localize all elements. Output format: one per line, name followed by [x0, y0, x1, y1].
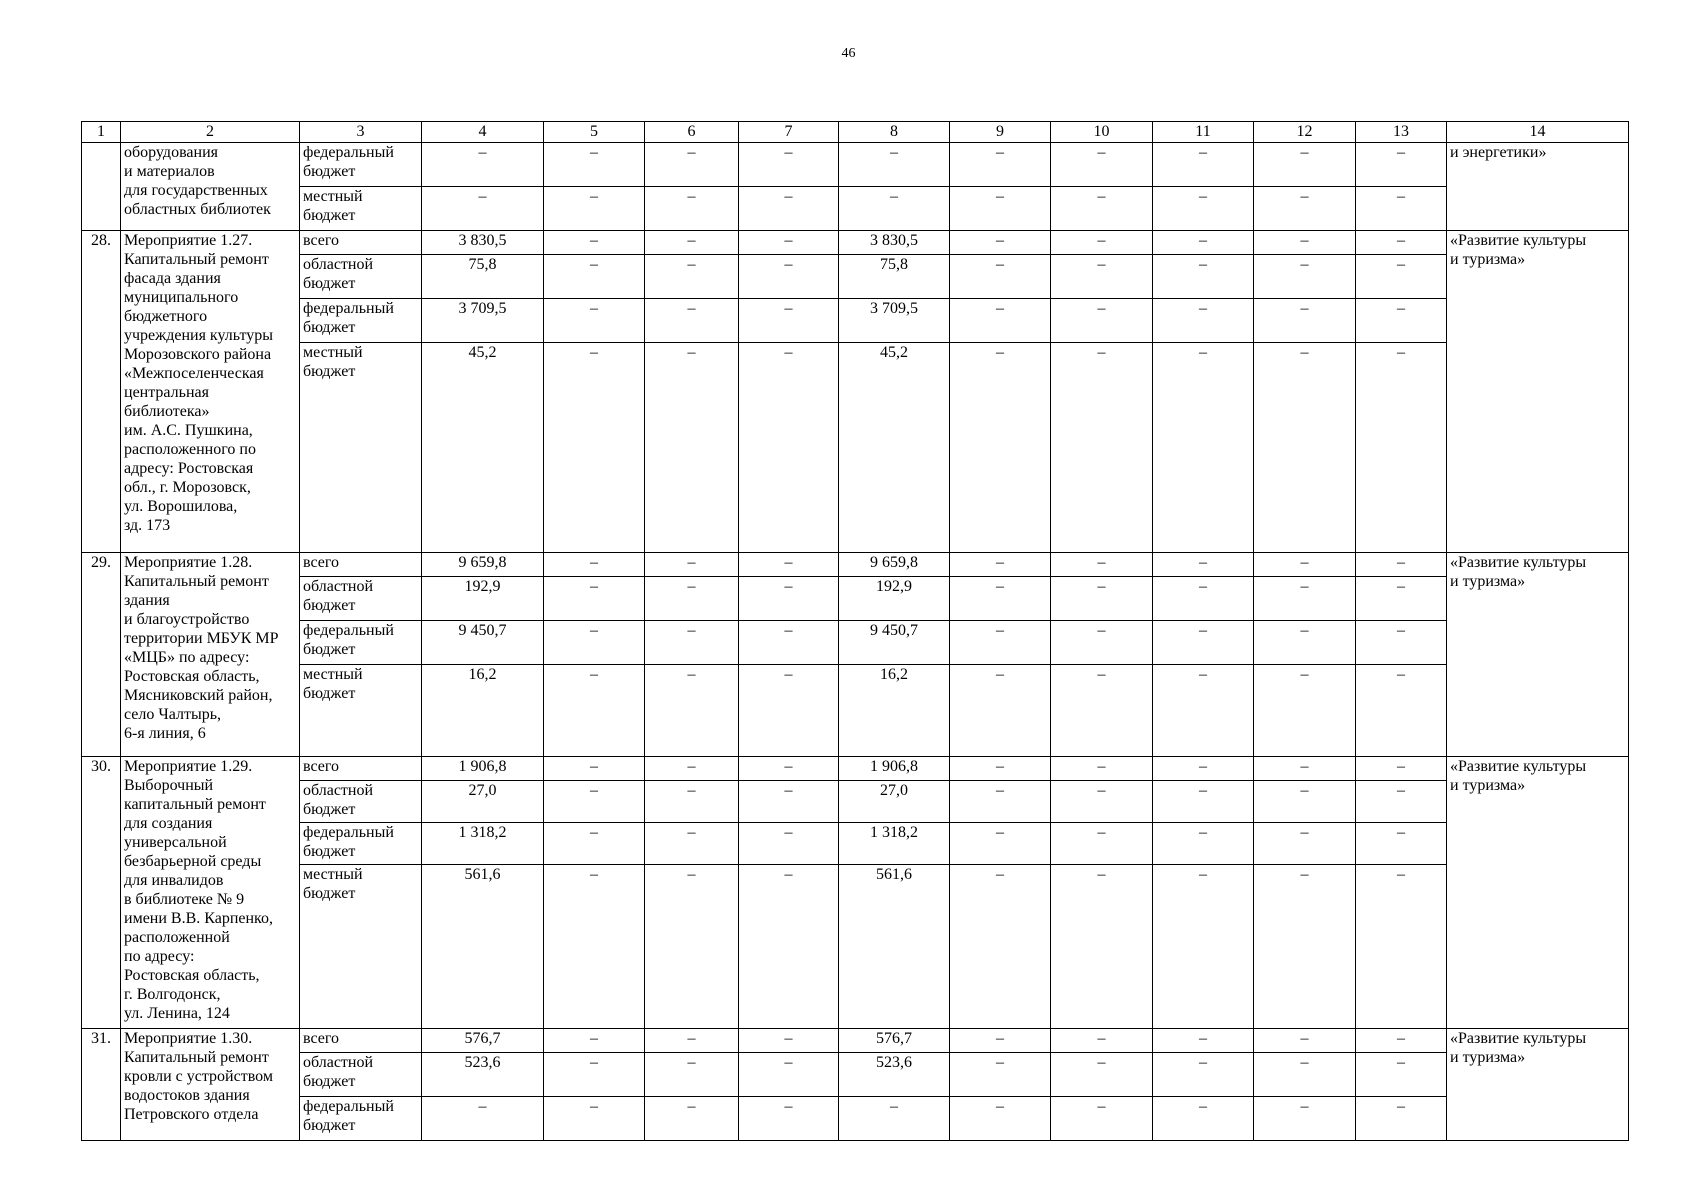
value-cell: –	[1356, 1097, 1447, 1141]
item-number-cell: 30.	[82, 757, 121, 1029]
value-cell: 561,6	[839, 865, 950, 1029]
value-cell: 1 906,8	[422, 757, 544, 781]
value-cell: –	[544, 1029, 645, 1053]
table-row	[82, 187, 1629, 231]
value-cell: –	[739, 143, 839, 187]
value-cell: –	[645, 1097, 739, 1141]
table-row	[82, 621, 1629, 665]
value-cell: –	[739, 343, 839, 553]
value-cell: –	[1356, 781, 1447, 823]
value-cell: –	[645, 231, 739, 255]
responsible-cell: и энергетики»	[1447, 143, 1629, 231]
table-row	[82, 823, 1629, 865]
value-cell: –	[1051, 865, 1153, 1029]
value-cell: –	[645, 187, 739, 231]
value-cell: –	[839, 187, 950, 231]
item-description-cell: Мероприятие 1.29. Выборочный капитальный ремонт для создания универсальной безбарьерной среды для инвалидов в библиотеке № 9 имени В.В. Карпенко, расположенной по адресу: Ростовская область, г. Волгодонск, ул. Ленина, 124	[121, 757, 300, 1029]
table-row	[82, 757, 1629, 781]
item-description-cell: Мероприятие 1.27. Капитальный ремонт фасада здания муниципального бюджетного учреждения культуры Морозовского района «Межпоселенческая центральная библиотека» им. А.С. Пушкина, расположенного по адресу: Ростовская обл., г. Морозовск, ул. Ворошилова, зд. 173	[121, 231, 300, 553]
value-cell: –	[544, 343, 645, 553]
funding-source-cell: областной бюджет	[300, 1053, 422, 1097]
value-cell: –	[1051, 553, 1153, 577]
value-cell: –	[1153, 343, 1254, 553]
item-number-cell	[82, 143, 121, 231]
column-number: 3	[300, 122, 422, 143]
value-cell: –	[1051, 343, 1153, 553]
item-description-cell: Мероприятие 1.30. Капитальный ремонт кровли с устройством водостоков здания Петровского отдела	[121, 1029, 300, 1141]
value-cell: –	[739, 865, 839, 1029]
column-number: 4	[422, 122, 544, 143]
responsible-cell: «Развитие культуры и туризма»	[1447, 1029, 1629, 1141]
value-cell: –	[739, 187, 839, 231]
value-cell: –	[950, 143, 1051, 187]
column-number: 9	[950, 122, 1051, 143]
value-cell: –	[1254, 1097, 1356, 1141]
funding-source-cell: федеральный бюджет	[300, 1097, 422, 1141]
value-cell: –	[739, 665, 839, 757]
value-cell: –	[739, 1029, 839, 1053]
value-cell: –	[1356, 299, 1447, 343]
value-cell: –	[1153, 865, 1254, 1029]
value-cell: –	[839, 143, 950, 187]
value-cell: –	[645, 1029, 739, 1053]
value-cell: –	[1153, 577, 1254, 621]
column-number: 6	[645, 122, 739, 143]
value-cell: –	[645, 553, 739, 577]
value-cell: –	[1153, 665, 1254, 757]
value-cell: –	[950, 757, 1051, 781]
item-description-cell: Мероприятие 1.28. Капитальный ремонт здания и благоустройство территории МБУК МР «МЦБ» по адресу: Ростовская область, Мясниковский район, село Чалтырь, 6-я линия, 6	[121, 553, 300, 757]
value-cell: –	[544, 865, 645, 1029]
value-cell: –	[1356, 143, 1447, 187]
value-cell: 1 318,2	[839, 823, 950, 865]
value-cell: –	[1051, 1097, 1153, 1141]
value-cell: –	[544, 1053, 645, 1097]
item-description-cell: оборудования и материалов для государственных областных библиотек	[121, 143, 300, 231]
value-cell: –	[1153, 143, 1254, 187]
table-row	[82, 1029, 1629, 1053]
value-cell: –	[1254, 143, 1356, 187]
value-cell: –	[739, 1097, 839, 1141]
value-cell: 576,7	[839, 1029, 950, 1053]
value-cell: –	[645, 781, 739, 823]
value-cell: 561,6	[422, 865, 544, 1029]
value-cell: 45,2	[422, 343, 544, 553]
value-cell: –	[950, 1029, 1051, 1053]
value-cell: –	[544, 1097, 645, 1141]
value-cell: –	[645, 1053, 739, 1097]
value-cell: –	[422, 1097, 544, 1141]
value-cell: –	[1356, 1053, 1447, 1097]
value-cell: –	[950, 1053, 1051, 1097]
value-cell: –	[1153, 1097, 1254, 1141]
value-cell: –	[1254, 231, 1356, 255]
value-cell: 9 659,8	[422, 553, 544, 577]
funding-source-cell: местный бюджет	[300, 665, 422, 757]
value-cell: –	[1153, 621, 1254, 665]
value-cell: –	[544, 231, 645, 255]
table-row	[82, 343, 1629, 553]
value-cell: –	[1356, 823, 1447, 865]
program-table	[81, 121, 1629, 1141]
value-cell: –	[1254, 553, 1356, 577]
funding-source-cell: местный бюджет	[300, 187, 422, 231]
funding-source-cell: федеральный бюджет	[300, 823, 422, 865]
value-cell: 3 709,5	[422, 299, 544, 343]
value-cell: –	[1051, 1029, 1153, 1053]
value-cell: –	[544, 621, 645, 665]
table-row	[82, 1097, 1629, 1141]
value-cell: –	[1356, 231, 1447, 255]
table-row	[82, 231, 1629, 255]
value-cell: –	[1356, 553, 1447, 577]
value-cell: –	[1051, 577, 1153, 621]
value-cell: –	[950, 665, 1051, 757]
value-cell: –	[1254, 577, 1356, 621]
value-cell: –	[645, 865, 739, 1029]
value-cell: 75,8	[839, 255, 950, 299]
value-cell: –	[1254, 1029, 1356, 1053]
value-cell: –	[1356, 577, 1447, 621]
value-cell: –	[950, 781, 1051, 823]
value-cell: 192,9	[839, 577, 950, 621]
value-cell: –	[645, 577, 739, 621]
value-cell: –	[739, 255, 839, 299]
value-cell: –	[1051, 255, 1153, 299]
value-cell: –	[645, 255, 739, 299]
value-cell: –	[645, 665, 739, 757]
value-cell: –	[645, 343, 739, 553]
value-cell: –	[544, 143, 645, 187]
table-row	[82, 865, 1629, 1029]
value-cell: 45,2	[839, 343, 950, 553]
value-cell: 523,6	[839, 1053, 950, 1097]
value-cell: –	[1254, 865, 1356, 1029]
value-cell: –	[1153, 781, 1254, 823]
funding-source-cell: местный бюджет	[300, 865, 422, 1029]
funding-source-cell: федеральный бюджет	[300, 299, 422, 343]
value-cell: 27,0	[839, 781, 950, 823]
value-cell: 16,2	[839, 665, 950, 757]
value-cell: 27,0	[422, 781, 544, 823]
table-row	[82, 299, 1629, 343]
column-number: 2	[121, 122, 300, 143]
value-cell: –	[950, 1097, 1051, 1141]
value-cell: –	[739, 757, 839, 781]
value-cell: –	[1153, 299, 1254, 343]
value-cell: –	[1051, 665, 1153, 757]
value-cell: 1 906,8	[839, 757, 950, 781]
item-number-cell: 31.	[82, 1029, 121, 1141]
value-cell: –	[544, 187, 645, 231]
value-cell: –	[950, 231, 1051, 255]
funding-source-cell: всего	[300, 231, 422, 255]
value-cell: –	[739, 577, 839, 621]
value-cell: –	[1051, 231, 1153, 255]
item-number-cell: 29.	[82, 553, 121, 757]
value-cell: –	[645, 621, 739, 665]
table-body	[82, 143, 1629, 1141]
value-cell: –	[1051, 1053, 1153, 1097]
value-cell: 75,8	[422, 255, 544, 299]
value-cell: –	[1051, 781, 1153, 823]
value-cell: –	[1153, 757, 1254, 781]
value-cell: –	[1254, 255, 1356, 299]
value-cell: –	[1153, 231, 1254, 255]
value-cell: 9 450,7	[839, 621, 950, 665]
value-cell: –	[739, 781, 839, 823]
column-number: 5	[544, 122, 645, 143]
value-cell: –	[422, 143, 544, 187]
value-cell: –	[544, 757, 645, 781]
table-row	[82, 665, 1629, 757]
responsible-cell: «Развитие культуры и туризма»	[1447, 757, 1629, 1029]
value-cell: –	[1356, 1029, 1447, 1053]
value-cell: –	[544, 665, 645, 757]
value-cell: –	[544, 299, 645, 343]
value-cell: –	[950, 187, 1051, 231]
value-cell: –	[544, 781, 645, 823]
value-cell: –	[1051, 143, 1153, 187]
value-cell: –	[1356, 255, 1447, 299]
value-cell: –	[950, 865, 1051, 1029]
value-cell: –	[1051, 621, 1153, 665]
value-cell: –	[1254, 665, 1356, 757]
value-cell: –	[950, 823, 1051, 865]
value-cell: –	[1153, 1029, 1254, 1053]
value-cell: 576,7	[422, 1029, 544, 1053]
value-cell: –	[1153, 553, 1254, 577]
value-cell: –	[1153, 255, 1254, 299]
value-cell: –	[739, 553, 839, 577]
value-cell: –	[950, 621, 1051, 665]
value-cell: –	[645, 299, 739, 343]
value-cell: –	[1254, 343, 1356, 553]
value-cell: 16,2	[422, 665, 544, 757]
table-row	[82, 781, 1629, 823]
value-cell: –	[1051, 823, 1153, 865]
value-cell: –	[739, 1053, 839, 1097]
value-cell: –	[1153, 823, 1254, 865]
value-cell: –	[1356, 757, 1447, 781]
column-number: 1	[82, 122, 121, 143]
item-number-cell: 28.	[82, 231, 121, 553]
table-row	[82, 577, 1629, 621]
value-cell: –	[544, 577, 645, 621]
value-cell: –	[950, 255, 1051, 299]
responsible-cell: «Развитие культуры и туризма»	[1447, 231, 1629, 553]
value-cell: –	[1051, 299, 1153, 343]
funding-source-cell: федеральный бюджет	[300, 621, 422, 665]
value-cell: –	[739, 621, 839, 665]
funding-source-cell: всего	[300, 1029, 422, 1053]
value-cell: 3 709,5	[839, 299, 950, 343]
value-cell: 3 830,5	[422, 231, 544, 255]
column-number: 10	[1051, 122, 1153, 143]
column-number: 14	[1447, 122, 1629, 143]
value-cell: –	[950, 553, 1051, 577]
table-row	[82, 255, 1629, 299]
value-cell: –	[544, 255, 645, 299]
value-cell: –	[739, 823, 839, 865]
value-cell: –	[422, 187, 544, 231]
value-cell: –	[645, 823, 739, 865]
table-row	[82, 1053, 1629, 1097]
value-cell: –	[1153, 1053, 1254, 1097]
funding-source-cell: федеральный бюджет	[300, 143, 422, 187]
value-cell: –	[739, 231, 839, 255]
value-cell: 3 830,5	[839, 231, 950, 255]
value-cell: 192,9	[422, 577, 544, 621]
responsible-cell: «Развитие культуры и туризма»	[1447, 553, 1629, 757]
funding-source-cell: всего	[300, 553, 422, 577]
funding-source-cell: областной бюджет	[300, 781, 422, 823]
value-cell: –	[739, 299, 839, 343]
value-cell: 9 659,8	[839, 553, 950, 577]
value-cell: –	[1356, 665, 1447, 757]
value-cell: 9 450,7	[422, 621, 544, 665]
value-cell: –	[1254, 187, 1356, 231]
column-number: 8	[839, 122, 950, 143]
value-cell: –	[839, 1097, 950, 1141]
funding-source-cell: областной бюджет	[300, 255, 422, 299]
funding-source-cell: областной бюджет	[300, 577, 422, 621]
value-cell: –	[1356, 343, 1447, 553]
value-cell: –	[950, 577, 1051, 621]
value-cell: –	[544, 553, 645, 577]
value-cell: 1 318,2	[422, 823, 544, 865]
column-number: 13	[1356, 122, 1447, 143]
value-cell: –	[950, 299, 1051, 343]
value-cell: 523,6	[422, 1053, 544, 1097]
value-cell: –	[1356, 187, 1447, 231]
header-row	[82, 122, 1629, 143]
funding-source-cell: всего	[300, 757, 422, 781]
page-number: 46	[841, 46, 856, 61]
value-cell: –	[1254, 757, 1356, 781]
value-cell: –	[1153, 187, 1254, 231]
value-cell: –	[1051, 187, 1153, 231]
value-cell: –	[1254, 781, 1356, 823]
column-number: 12	[1254, 122, 1356, 143]
column-number: 11	[1153, 122, 1254, 143]
value-cell: –	[1254, 299, 1356, 343]
value-cell: –	[645, 757, 739, 781]
value-cell: –	[544, 823, 645, 865]
table-row	[82, 143, 1629, 187]
value-cell: –	[1254, 1053, 1356, 1097]
column-number: 7	[739, 122, 839, 143]
table-row	[82, 553, 1629, 577]
value-cell: –	[1356, 621, 1447, 665]
value-cell: –	[1254, 621, 1356, 665]
value-cell: –	[1356, 865, 1447, 1029]
value-cell: –	[950, 343, 1051, 553]
funding-source-cell: местный бюджет	[300, 343, 422, 553]
value-cell: –	[1254, 823, 1356, 865]
value-cell: –	[645, 143, 739, 187]
value-cell: –	[1051, 757, 1153, 781]
